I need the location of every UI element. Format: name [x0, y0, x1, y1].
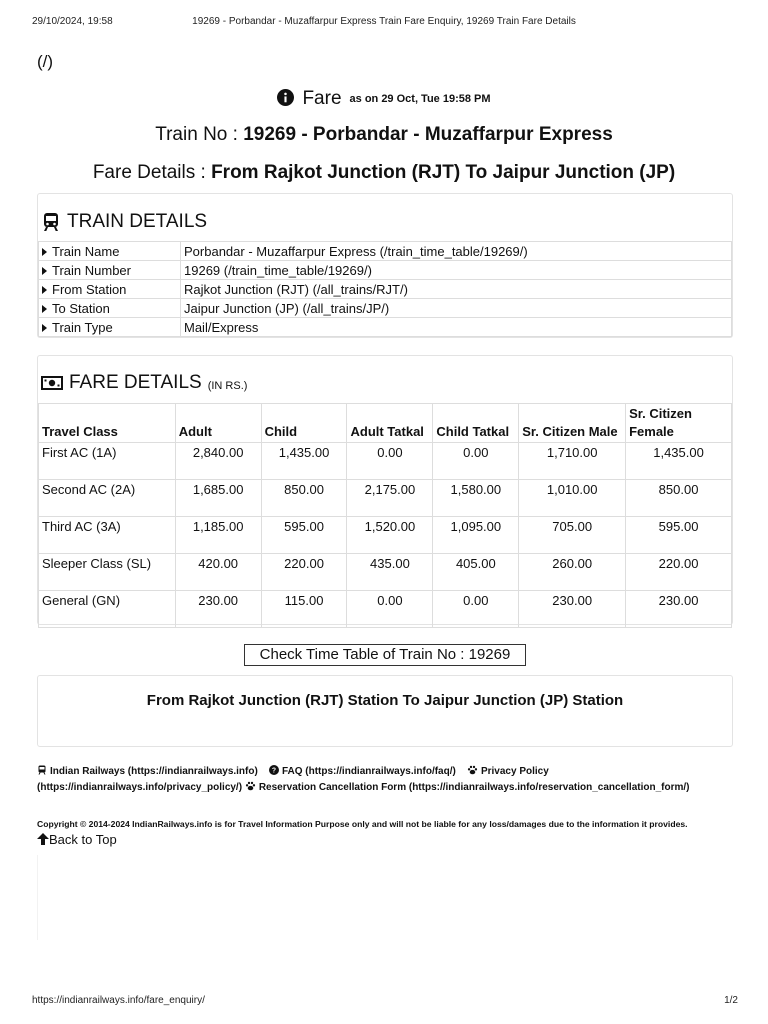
train-detail-row [39, 318, 732, 337]
fare-value-cell: 220.00 [626, 554, 732, 591]
placeholder-rule [37, 855, 38, 940]
fare-column-header: Travel Class [39, 404, 176, 443]
fare-value-cell: 1,435.00 [261, 443, 347, 480]
fare-value-cell: 0.00 [433, 443, 519, 480]
fare-value-cell: 2,840.00 [175, 443, 261, 480]
fare-details-route: From Rajkot Junction (RJT) To Jaipur Junction (JP) [211, 162, 676, 183]
fare-value-cell: 1,435.00 [626, 443, 732, 480]
fare-header [0, 88, 768, 112]
info-circle-icon [277, 89, 294, 112]
caret-right-icon [42, 324, 47, 332]
fare-value-cell: 260.00 [519, 554, 626, 591]
back-to-top-label: Back to Top [49, 832, 117, 847]
train-detail-key [39, 318, 181, 337]
fare-row [39, 517, 732, 554]
paw-icon [467, 765, 478, 781]
train-detail-key-text: From Station [52, 281, 127, 297]
train-detail-key-text: Train Name [52, 243, 120, 259]
fare-value-cell: 1,685.00 [175, 480, 261, 517]
fare-value-cell: 1,095.00 [433, 517, 519, 554]
fare-column-header: Sr. Citizen Female [626, 404, 732, 443]
train-detail-value[interactable]: Porbandar - Muzaffarpur Express (/train_time_table/19269/) [181, 242, 732, 261]
fare-value-cell: 595.00 [261, 517, 347, 554]
privacy-policy-link[interactable]: Privacy Policy (https://indianrailways.info/privacy_policy/) [37, 766, 549, 793]
train-icon [37, 765, 47, 781]
fare-value-cell: 1,010.00 [519, 480, 626, 517]
fare-row [39, 480, 732, 517]
train-detail-key-text: To Station [52, 300, 110, 316]
train-detail-key-text: Train Type [52, 319, 113, 335]
train-detail-value[interactable]: Mail/Express [181, 318, 732, 337]
fare-table [38, 403, 732, 628]
back-to-top-link[interactable] [37, 832, 117, 847]
train-detail-value[interactable]: Jaipur Junction (JP) (/all_trains/JP/) [181, 299, 732, 318]
fare-value-cell: 705.00 [519, 517, 626, 554]
fare-class-cell: First AC (1A) [39, 443, 176, 480]
reservation-cancellation-link[interactable]: Reservation Cancellation Form (https://indianrailways.info/reservation_cancellation_form/) [258, 781, 690, 793]
caret-right-icon [42, 267, 47, 275]
fare-value-cell: 230.00 [519, 591, 626, 628]
indian-railways-link[interactable]: Indian Railways (https://indianrailways.info) [50, 766, 258, 777]
fare-row [39, 554, 732, 591]
train-detail-key [39, 299, 181, 318]
train-detail-key-text: Train Number [52, 262, 131, 278]
print-url: https://indianrailways.info/fare_enquiry/ [32, 995, 205, 1006]
fare-value-cell: 1,580.00 [433, 480, 519, 517]
fare-label: Fare [302, 88, 342, 109]
fare-value-cell: 850.00 [626, 480, 732, 517]
fare-column-header: Adult Tatkal [347, 404, 433, 443]
train-icon [41, 212, 61, 232]
train-number-heading [0, 124, 768, 146]
fare-value-cell: 420.00 [175, 554, 261, 591]
train-detail-key [39, 280, 181, 299]
copyright: Copyright © 2014-2024 IndianRailways.info is for Travel Information Purpose only and will not be liable for any loss/damages due to the information it provides. [37, 819, 688, 829]
fare-details-title-text: FARE DETAILS [69, 372, 202, 393]
fare-value-cell: 230.00 [626, 591, 732, 628]
train-detail-key [39, 242, 181, 261]
train-detail-row [39, 299, 732, 318]
fare-value-cell: 2,175.00 [347, 480, 433, 517]
fare-value-cell: 1,710.00 [519, 443, 626, 480]
caret-right-icon [42, 305, 47, 313]
train-detail-key [39, 261, 181, 280]
paw-icon [245, 781, 256, 797]
fare-unit: (IN RS.) [207, 380, 248, 392]
svg-text:?: ? [271, 767, 277, 775]
fare-row [39, 591, 732, 628]
train-detail-value[interactable]: Rajkot Junction (RJT) (/all_trains/RJT/) [181, 280, 732, 299]
train-details-title-text: TRAIN DETAILS [67, 211, 208, 232]
fare-class-cell: Third AC (3A) [39, 517, 176, 554]
home-link[interactable]: (/) [37, 52, 54, 71]
fare-value-cell: 115.00 [261, 591, 347, 628]
fare-value-cell: 220.00 [261, 554, 347, 591]
route-heading: From Rajkot Junction (RJT) Station To Jaipur Junction (JP) Station [146, 692, 624, 709]
train-details-table [38, 241, 732, 337]
fare-details-panel [37, 355, 733, 625]
fare-row [39, 443, 732, 480]
fare-class-cell: Sleeper Class (SL) [39, 554, 176, 591]
print-page-title: 19269 - Porbandar - Muzaffarpur Express Train Fare Enquiry, 19269 Train Fare Details [192, 16, 576, 27]
route-panel [37, 675, 733, 747]
question-circle-icon [269, 765, 279, 781]
fare-value-cell: 435.00 [347, 554, 433, 591]
train-detail-row [39, 280, 732, 299]
fare-column-header: Sr. Citizen Male [519, 404, 626, 443]
train-detail-value[interactable]: 19269 (/train_time_table/19269/) [181, 261, 732, 280]
fare-column-header: Child [261, 404, 347, 443]
faq-link[interactable]: FAQ (https://indianrailways.info/faq/) [281, 766, 456, 777]
money-bill-icon [41, 375, 63, 391]
fare-details-prefix: Fare Details : [92, 162, 206, 183]
arrow-up-icon [37, 833, 49, 845]
train-details-title [41, 211, 207, 233]
fare-class-cell: General (GN) [39, 591, 176, 628]
fare-class-cell: Second AC (2A) [39, 480, 176, 517]
fare-value-cell: 1,185.00 [175, 517, 261, 554]
train-no-prefix: Train No : [155, 124, 238, 145]
fare-value-cell: 595.00 [626, 517, 732, 554]
print-datetime: 29/10/2024, 19:58 [32, 16, 113, 27]
fare-value-cell: 405.00 [433, 554, 519, 591]
fare-details-heading [0, 162, 768, 184]
footer-links [37, 765, 747, 796]
train-detail-row [39, 261, 732, 280]
fare-as-on: as on 29 Oct, Tue 19:58 PM [349, 93, 491, 105]
fare-value-cell: 850.00 [261, 480, 347, 517]
fare-column-header: Child Tatkal [433, 404, 519, 443]
caret-right-icon [42, 248, 47, 256]
train-detail-row [39, 242, 732, 261]
train-details-panel [37, 193, 733, 338]
fare-value-cell: 0.00 [433, 591, 519, 628]
fare-column-header: Adult [175, 404, 261, 443]
check-timetable-button[interactable]: Check Time Table of Train No : 19269 [244, 644, 526, 666]
train-no-value: 19269 - Porbandar - Muzaffarpur Express [243, 124, 613, 145]
fare-value-cell: 1,520.00 [347, 517, 433, 554]
caret-right-icon [42, 286, 47, 294]
fare-value-cell: 0.00 [347, 443, 433, 480]
fare-details-title [41, 372, 247, 394]
print-page-number: 1/2 [724, 995, 738, 1006]
fare-value-cell: 0.00 [347, 591, 433, 628]
fare-value-cell: 230.00 [175, 591, 261, 628]
